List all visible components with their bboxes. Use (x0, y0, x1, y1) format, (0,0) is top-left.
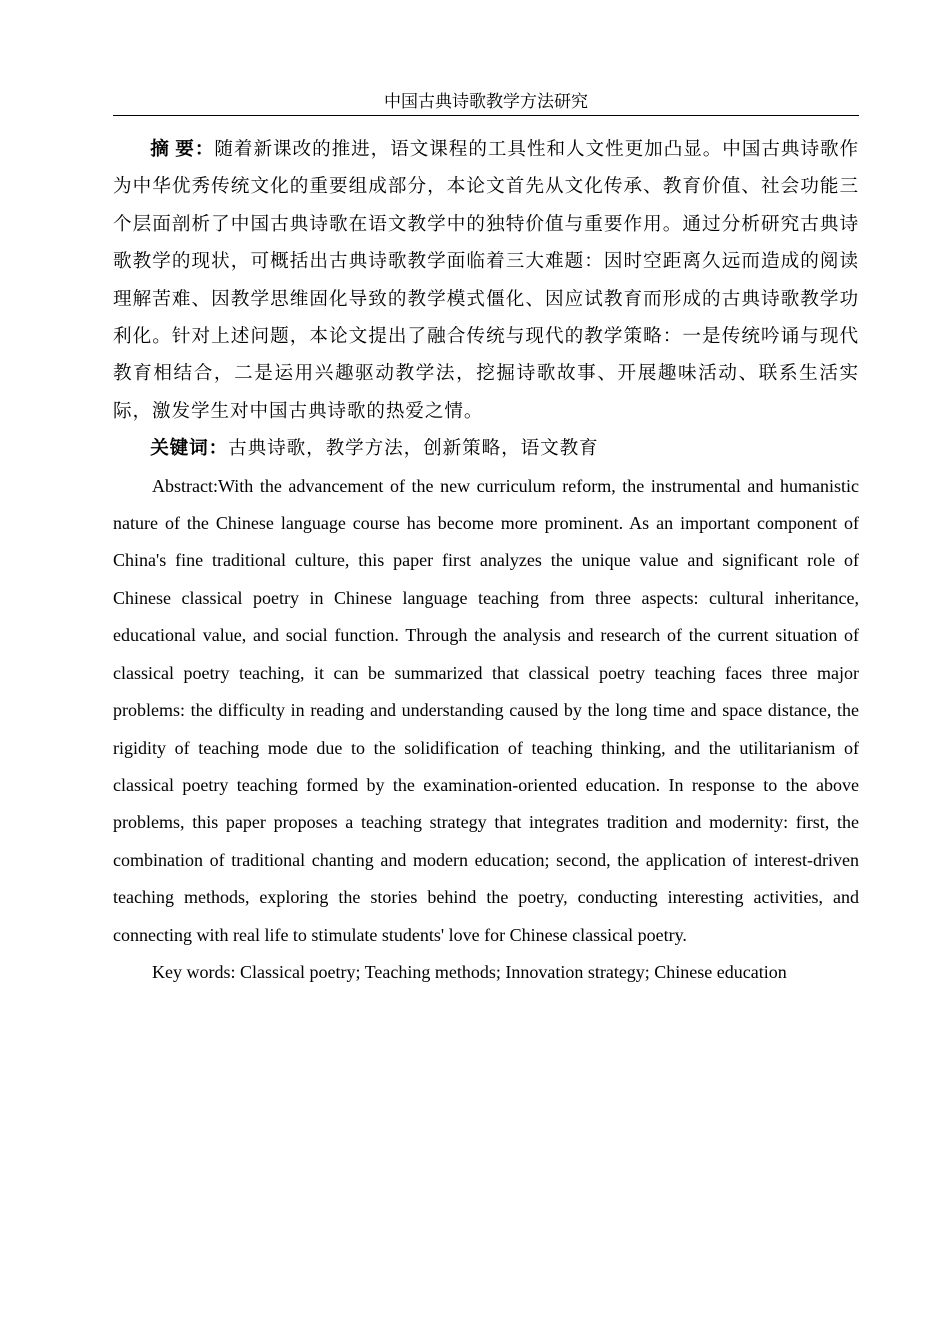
abstract-text: 随着新课改的推进，语文课程的工具性和人文性更加凸显。中国古典诗歌作为中华优秀传统文化的重要组成部分，本论文首先从文化传承、教育价值、社会功能三个层面剖析了中国古典诗歌在语文教学中的独特价值与重要作用。通过分析研究古典诗歌教学的现状，可概括出古典诗歌教学面临着三大难题：因时空距离久远而造成的阅读理解苦难、因教学思维固化导致的教学模式僵化、因应试教育而形成的古典诗歌教学功利化。针对上述问题，本论文提出了融合传统与现代的教学策略：一是传统吟诵与现代教育相结合，二是运用兴趣驱动教学法，挖掘诗歌故事、开展趣味活动、联系生活实际，激发学生对中国古典诗歌的热爱之情。 (113, 139, 860, 422)
page-header-title: 中国古典诗歌教学方法研究 (384, 92, 588, 111)
keywords-label: 关键词： (150, 438, 229, 460)
english-keywords: Key words: Classical poetry; Teaching methods; Innovation strategy; Chinese education (152, 961, 787, 982)
abstract-label: 摘 要： (150, 139, 215, 160)
chinese-abstract (113, 131, 859, 430)
document-body (113, 131, 859, 991)
keywords-text: 古典诗歌，教学方法，创新策略，语文教育 (228, 438, 599, 460)
chinese-keywords (113, 430, 859, 467)
header-rule (113, 115, 859, 116)
english-abstract: Abstract:With the advancement of the new curriculum reform, the instrumental and humanistic nature of the Chinese language course has become more prominent. As an important component of China's fine traditional culture, this paper first analyzes the unique value and significant role of Chinese classical poetry in Chinese language teaching from three aspects: cultural inheritance, educational value, and social function. Through the analysis and research of the current situation of classical poetry teaching, it can be summarized that classical poetry teaching faces three major problems: the difficulty in reading and understanding caused by the long time and space distance, the rigidity of teaching mode due to the solidification of teaching thinking, and the utilitarianism of classical poetry teaching formed by the examination-oriented education. In response to the above problems, this paper proposes a teaching strategy that integrates tradition and modernity: first, the combination of traditional chanting and modern education; second, the application of interest-driven teaching methods, exploring the stories behind the poetry, conducting interesting activities, and connecting with real life to stimulate students' love for Chinese classical poetry. (113, 475, 859, 945)
